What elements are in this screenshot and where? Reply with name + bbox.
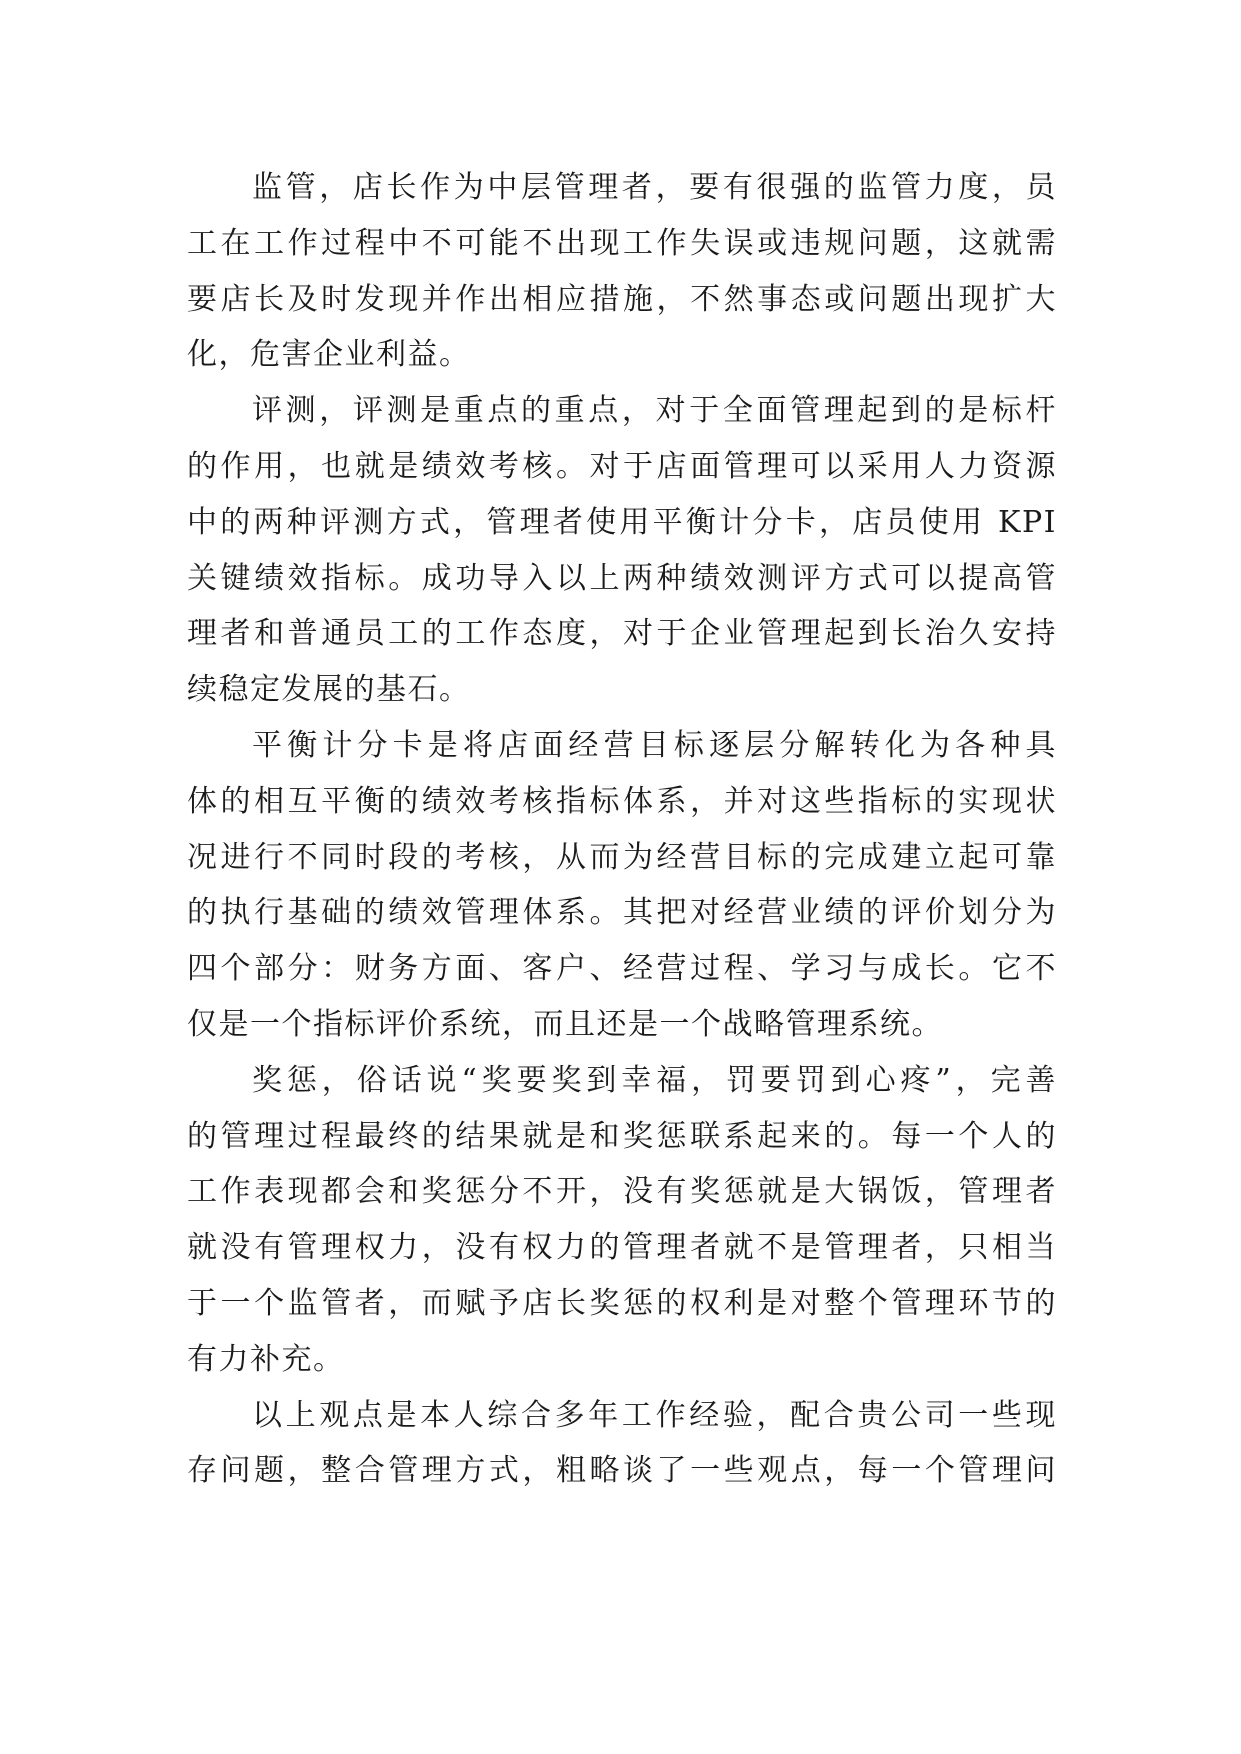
- text-line: 评测，评测是重点的重点，对于全面管理起到的是标杆: [252, 393, 1057, 429]
- text-line: 有力补充。: [187, 1341, 345, 1377]
- text-line: 监管，店长作为中层管理者，要有很强的监管力度，员: [252, 170, 1057, 205]
- paragraph-supervision: [187, 160, 1057, 383]
- text-line: 中的两种评测方式，管理者使用平衡计分卡，店员使用 KPI: [187, 504, 1057, 540]
- text-line: 工在工作过程中不可能不出现工作失误或违规问题，这就需: [187, 225, 1057, 261]
- text-line: 化，危害企业利益。: [187, 337, 471, 373]
- text-line: 四个部分：财务方面、客户、经营过程、学习与成长。它不: [187, 951, 1057, 987]
- text-line: 关键绩效指标。成功导入以上两种绩效测评方式可以提高管: [187, 560, 1057, 596]
- paragraph-conclusion: [187, 1388, 1057, 1500]
- text-line: 的管理过程最终的结果就是和奖惩联系起来的。每一个人的: [187, 1118, 1057, 1154]
- text-line: 况进行不同时段的考核，从而为经营目标的完成建立起可靠: [187, 839, 1057, 875]
- text-line: 理者和普通员工的工作态度，对于企业管理起到长治久安持: [187, 616, 1057, 652]
- text-line: 以上观点是本人综合多年工作经验，配合贵公司一些现: [252, 1397, 1057, 1433]
- text-line: 体的相互平衡的绩效考核指标体系，并对这些指标的实现状: [187, 783, 1057, 819]
- text-line: 平衡计分卡是将店面经营目标逐层分解转化为各种具: [252, 727, 1057, 763]
- paragraph-balanced-scorecard: [187, 718, 1057, 1053]
- text-line: 续稳定发展的基石。: [187, 672, 471, 708]
- text-line: 要店长及时发现并作出相应措施，不然事态或问题出现扩大: [187, 281, 1057, 317]
- text-line: 工作表现都会和奖惩分不开，没有奖惩就是大锅饭，管理者: [187, 1174, 1057, 1210]
- paragraph-rewards-punishments: [187, 1053, 1057, 1388]
- text-line: 仅是一个指标评价系统，而且还是一个战略管理系统。: [187, 1006, 943, 1042]
- text-line: 存问题，整合管理方式，粗略谈了一些观点，每一个管理问: [187, 1453, 1057, 1489]
- paragraph-evaluation: [187, 383, 1057, 718]
- text-line: 就没有管理权力，没有权力的管理者就不是管理者，只相当: [187, 1230, 1057, 1266]
- text-line: 于一个监管者，而赋予店长奖惩的权利是对整个管理环节的: [187, 1285, 1057, 1321]
- document-body: [187, 160, 1057, 1499]
- text-line: 奖惩，俗话说“奖要奖到幸福，罚要罚到心疼”，完善: [252, 1062, 1057, 1098]
- text-line: 的作用，也就是绩效考核。对于店面管理可以采用人力资源: [187, 448, 1057, 484]
- text-line: 的执行基础的绩效管理体系。其把对经营业绩的评价划分为: [187, 895, 1057, 931]
